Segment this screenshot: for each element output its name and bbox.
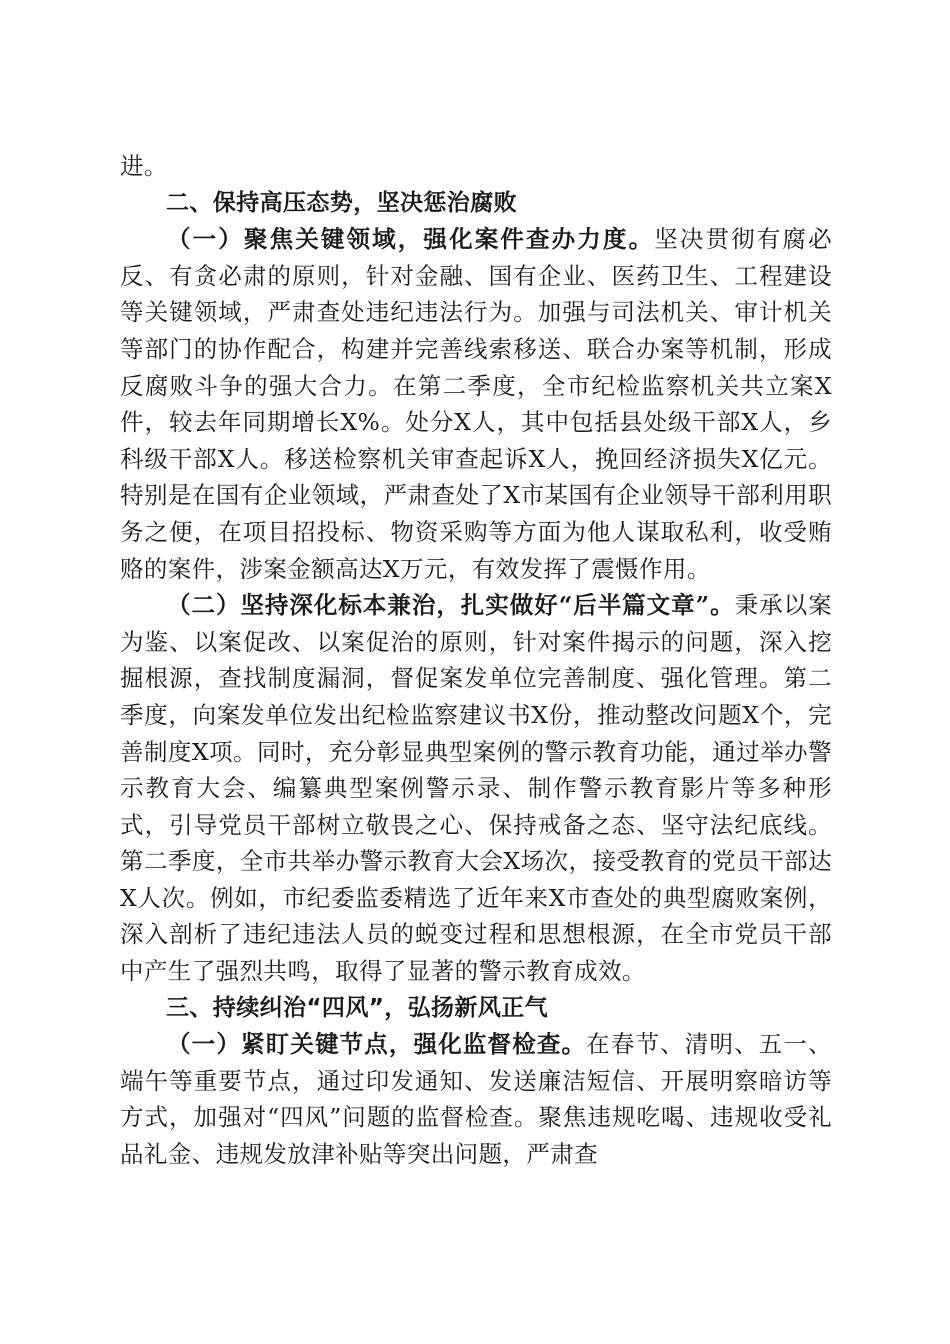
section-heading-2: 二、保持高压态势，坚决惩治腐败 — [166, 189, 517, 216]
paragraph-lead: （一）紧盯关键节点，强化监督检查。 — [167, 1030, 587, 1059]
paragraph-text: 秉承以案为鉴、以案促改、以案促治的原则，针对案件揭示的问题，深入挖掘根源，查找制度漏洞，督促案发单位完善制度、强化管理。第二季度，向案发单位发出纪检监察建议书X份，推动整改问题X个，完善制度X项。同时，充分彰显典型案例的警示教育功能，通过举办警示教育大会、编纂典型案例警示录、制作警示教育影片等多种形式，引导党员干部树立敬畏之心、保持戒备之态、坚守法纪底线。第二季度，全市共举办警示教育大会X场次，接受教育的党员干部达X人次。例如，市纪委监委精选了近年来X市查处的典型腐败案例，深入剖析了违纪违法人员的蜕变过程和思想根源，在全市党员干部中产生了强烈共鸣，取得了显著的警示教育成效。 — [120, 591, 832, 986]
paragraph-3-1 — [120, 1026, 832, 1172]
paragraph-2-2 — [120, 587, 832, 990]
paragraph-lead: （二）坚持深化标本兼治，扎实做好“后半篇文章”。 — [167, 591, 735, 620]
paragraph-text: 坚决贯彻有腐必反、有贪必肃的原则，针对金融、国有企业、医药卫生、工程建设等关键领域，严肃查处违纪违法行为。加强与司法机关、审计机关等部门的协作配合，构建并完善线索移送、联合办案等机制，形成反腐败斗争的强大合力。在第二季度，全市纪检监察机关共立案X件，较去年同期增长X%。处分X人，其中包括县处级干部X人，乡科级干部X人。移送检察机关审查起诉X人，挽回经济损失X亿元。特别是在国有企业领域，严肃查处了X市某国有企业领导干部利用职务之便，在项目招投标、物资采购等方面为他人谋取私利，收受贿赂的案件，涉案金额高达X万元，有效发挥了震慑作用。 — [120, 225, 832, 583]
paragraph-text: 在春节、清明、五一、端午等重要节点，通过印发通知、发送廉洁短信、开展明察暗访等方式，加强对“四风”问题的监督检查。聚焦违规吃喝、违规收受礼品礼金、违规发放津补贴等突出问题，严肃查 — [120, 1030, 832, 1169]
section-heading-3: 三、持续纠治“四风”，弘扬新风正气 — [166, 994, 549, 1021]
paragraph-text: 进。 — [120, 152, 168, 180]
paragraph-continuation — [120, 148, 832, 185]
document-body — [120, 148, 832, 1173]
paragraph-lead: （一）聚焦关键领域，强化案件查办力度。 — [167, 225, 655, 254]
paragraph-2-1 — [120, 221, 832, 587]
